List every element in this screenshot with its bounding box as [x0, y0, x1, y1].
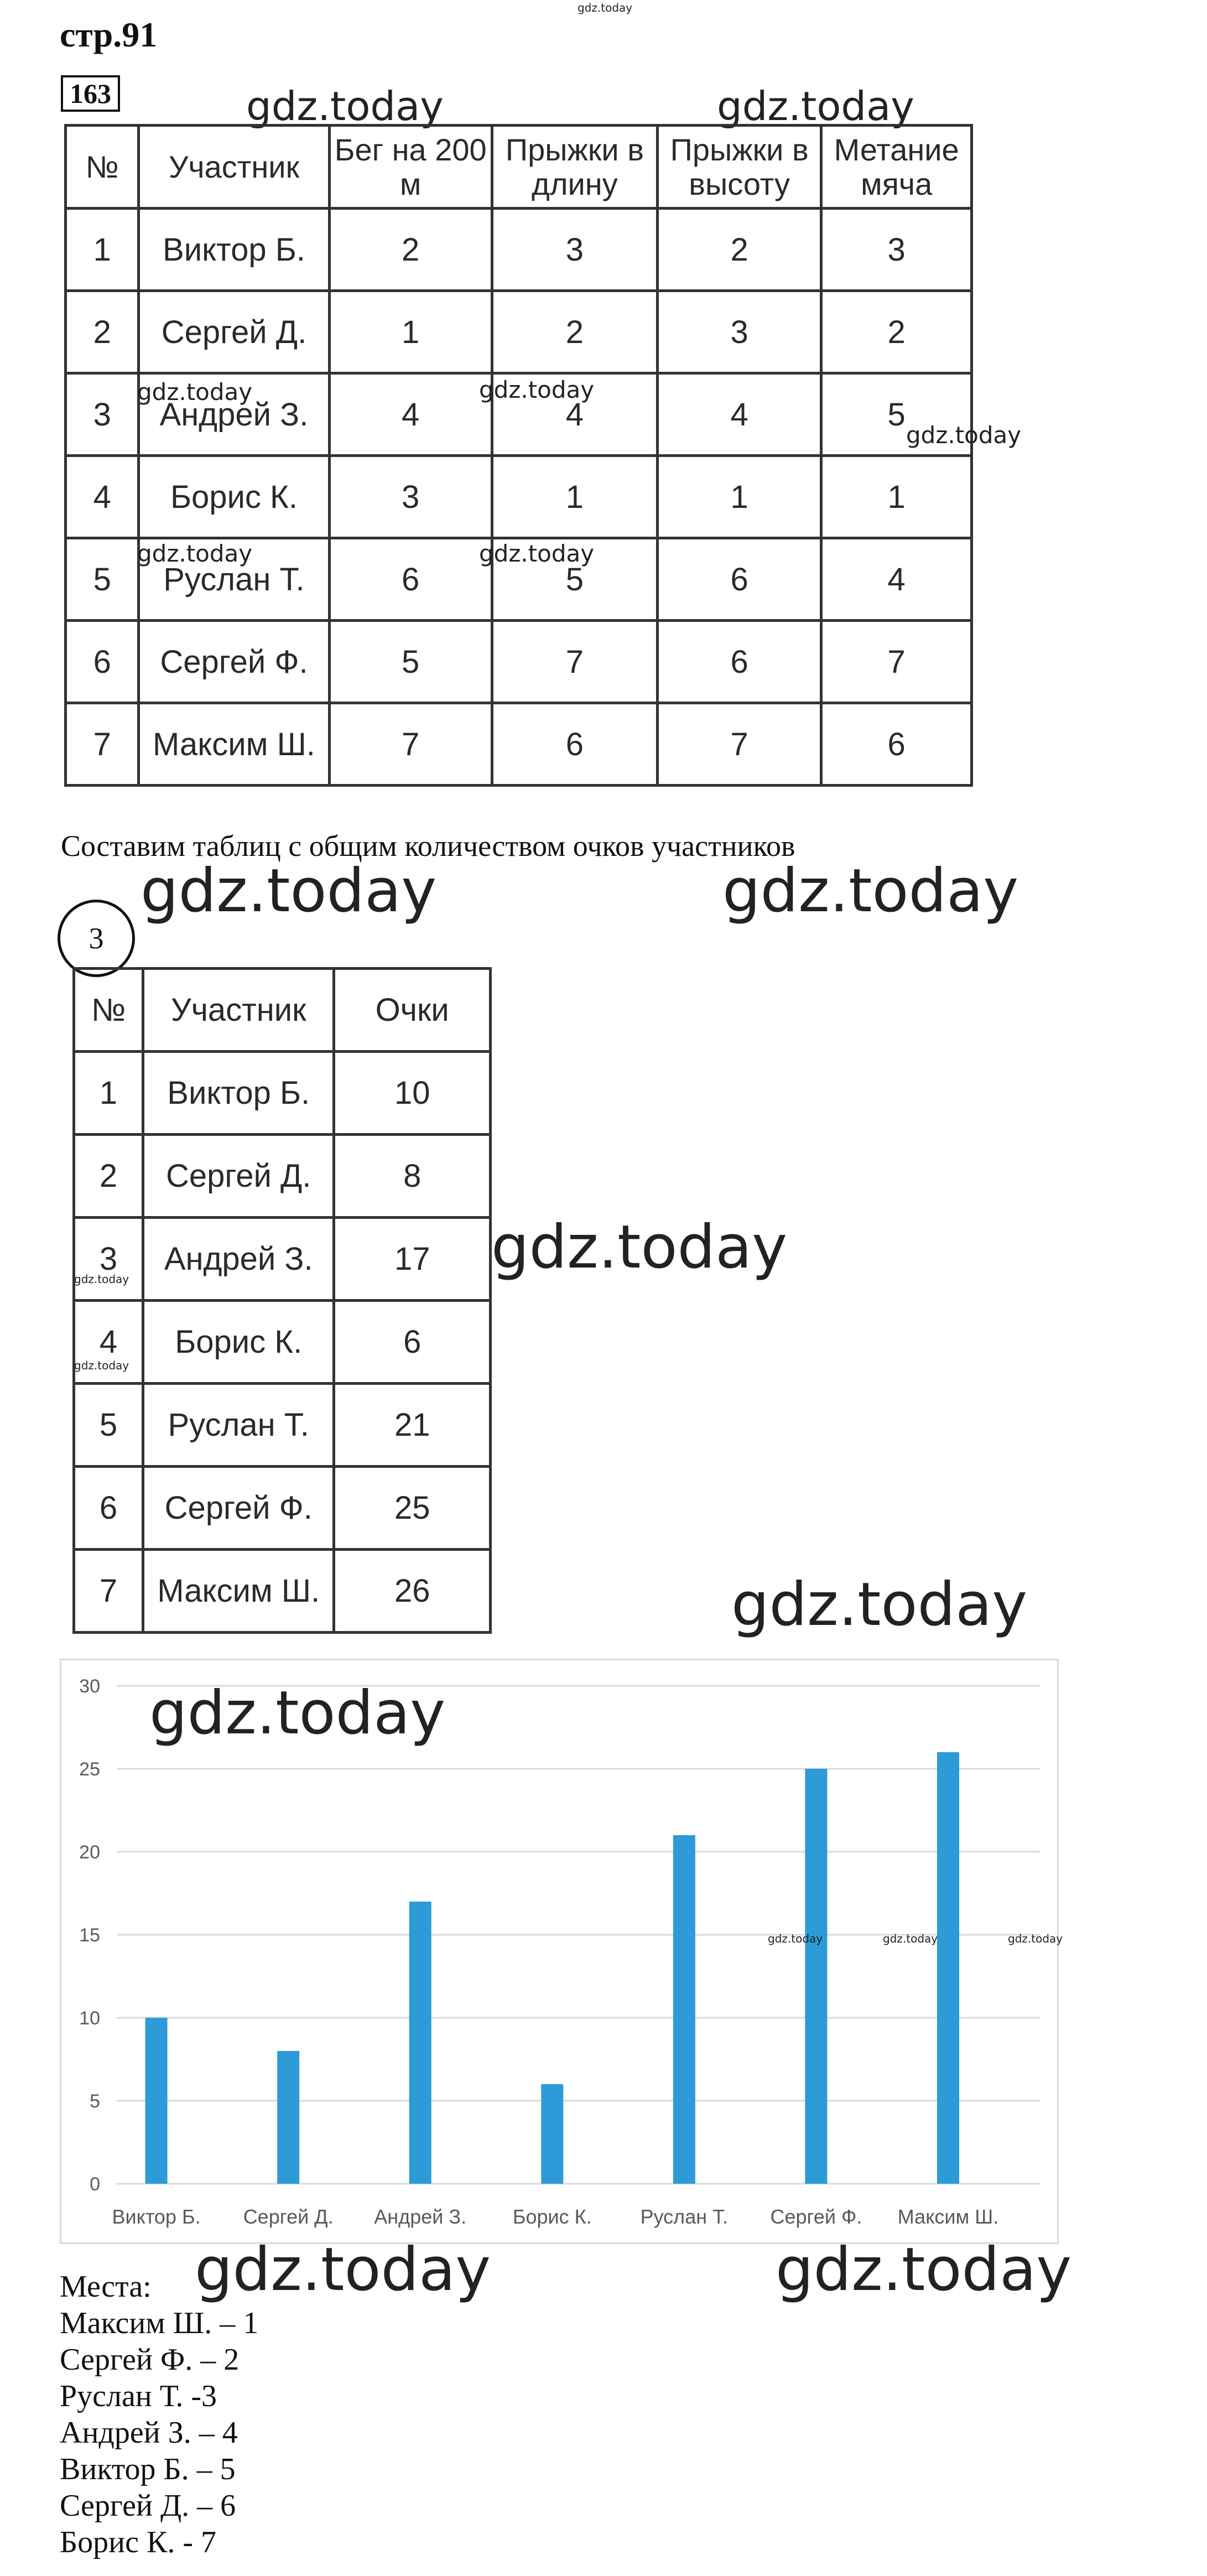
table-cell: 25	[334, 1467, 491, 1550]
table-header-cell: Прыжки в высоту	[658, 126, 821, 209]
table-cell: 2	[74, 1135, 143, 1218]
table-cell: 7	[658, 703, 821, 786]
watermark: gdz.today	[137, 378, 253, 406]
task-number-circle: 3	[58, 900, 135, 977]
table-header-cell: Прыжки в длину	[492, 126, 657, 209]
watermark: gdz.today	[883, 1932, 938, 1945]
table-cell: Андрей З.	[139, 373, 329, 456]
table-cell: 3	[821, 209, 972, 291]
table-row	[74, 1550, 491, 1633]
table-cell: 2	[658, 209, 821, 291]
table-header-cell: Метание мяча	[821, 126, 972, 209]
table-cell: 1	[821, 456, 972, 538]
table-row	[74, 1052, 491, 1135]
bar	[937, 1752, 959, 2184]
y-tick-label: 10	[79, 2008, 100, 2029]
table-cell: 10	[334, 1052, 491, 1135]
table-cell: Сергей Ф.	[139, 621, 329, 703]
table-row	[66, 621, 972, 703]
table-cell: 6	[658, 621, 821, 703]
results-table	[64, 124, 973, 787]
table-cell: 1	[74, 1052, 143, 1135]
table-row	[66, 456, 972, 538]
table-row	[74, 1384, 491, 1467]
table-cell: 7	[821, 621, 972, 703]
bar	[541, 2084, 563, 2184]
table-cell: 5	[492, 538, 657, 621]
table-header-cell: №	[74, 969, 143, 1052]
watermark: gdz.today	[768, 1932, 823, 1945]
table-cell: 4	[66, 456, 139, 538]
table-header-cell: Участник	[143, 969, 334, 1052]
table-cell: 3	[66, 373, 139, 456]
table-cell: 4	[821, 538, 972, 621]
watermark: gdz.today	[479, 540, 595, 567]
table-cell: Борис К.	[143, 1301, 334, 1384]
table-cell: 4	[329, 373, 492, 456]
table-cell: Сергей Ф.	[143, 1467, 334, 1550]
table-cell: 7	[492, 621, 657, 703]
bar	[277, 2051, 299, 2184]
table-cell: 2	[329, 209, 492, 291]
x-tick-label: Руслан Т.	[640, 2205, 729, 2228]
watermark: gdz.today	[491, 1213, 788, 1282]
table-cell: 1	[66, 209, 139, 291]
watermark: gdz.today	[578, 1, 633, 14]
table-cell: 1	[658, 456, 821, 538]
table-row	[66, 291, 972, 373]
page-title: стр.91	[60, 15, 158, 54]
y-tick-label: 20	[79, 1842, 100, 1863]
table-cell: 2	[821, 291, 972, 373]
x-tick-label: Борис К.	[512, 2205, 592, 2228]
table-cell: 3	[329, 456, 492, 538]
watermark: gdz.today	[1008, 1932, 1063, 1945]
table-row	[66, 209, 972, 291]
place-item: Борис К. - 7	[60, 2525, 216, 2559]
watermark: gdz.today	[722, 856, 1019, 926]
table-cell: 6	[492, 703, 657, 786]
table-cell: 17	[334, 1218, 491, 1301]
place-item: Руслан Т. -3	[60, 2379, 217, 2413]
table-cell: Борис К.	[139, 456, 329, 538]
place-item: Виктор Б. – 5	[60, 2452, 236, 2486]
y-tick-label: 5	[90, 2091, 100, 2112]
place-item: Андрей З. – 4	[60, 2416, 238, 2450]
y-tick-label: 30	[79, 1676, 100, 1697]
caption: Составим таблиц с общим количеством очков участников	[61, 829, 795, 863]
y-tick-label: 0	[90, 2174, 100, 2195]
bar	[145, 2018, 168, 2184]
table-cell: 3	[74, 1218, 143, 1301]
table-row	[74, 1467, 491, 1550]
exercise-number: 163	[61, 75, 120, 112]
x-tick-label: Сергей Ф.	[770, 2205, 862, 2228]
table-row	[74, 1135, 491, 1218]
table-header-cell: Бег на 200 м	[329, 126, 492, 209]
table-cell: 4	[492, 373, 657, 456]
table-cell: 5	[329, 621, 492, 703]
place-item: Сергей Ф. – 2	[60, 2343, 240, 2377]
table-row	[74, 1218, 491, 1301]
watermark: gdz.today	[776, 2235, 1072, 2304]
table-cell: Виктор Б.	[139, 209, 329, 291]
table-cell: 4	[74, 1301, 143, 1384]
table-cell: 6	[658, 538, 821, 621]
bar	[673, 1835, 695, 2184]
table-cell: Сергей Д.	[139, 291, 329, 373]
table-header-cell: Участник	[139, 126, 329, 209]
x-tick-label: Максим Ш.	[897, 2205, 999, 2228]
table-cell: Сергей Д.	[143, 1135, 334, 1218]
table-cell: 2	[492, 291, 657, 373]
places-title: Места:	[60, 2269, 152, 2304]
table-cell: 4	[658, 373, 821, 456]
place-item: Сергей Д. – 6	[60, 2489, 236, 2523]
x-tick-label: Сергей Д.	[243, 2205, 334, 2228]
table-cell: 6	[329, 538, 492, 621]
table-cell: 7	[329, 703, 492, 786]
table-cell: 3	[658, 291, 821, 373]
table-cell: 6	[74, 1467, 143, 1550]
y-tick-label: 25	[79, 1759, 100, 1780]
table-cell: 5	[821, 373, 972, 456]
table-cell: Андрей З.	[143, 1218, 334, 1301]
table-cell: 7	[66, 703, 139, 786]
table-cell: 6	[66, 621, 139, 703]
x-tick-label: Андрей З.	[374, 2205, 467, 2228]
table-cell: 1	[492, 456, 657, 538]
watermark: gdz.today	[717, 83, 914, 129]
table-cell: 1	[329, 291, 492, 373]
table-cell: Руслан Т.	[139, 538, 329, 621]
table-cell: 2	[66, 291, 139, 373]
watermark: gdz.today	[74, 1273, 129, 1286]
watermark: gdz.today	[195, 2235, 491, 2304]
bar	[409, 1902, 431, 2184]
table-header-cell: Очки	[334, 969, 491, 1052]
table-cell: 8	[334, 1135, 491, 1218]
table-cell: 21	[334, 1384, 491, 1467]
table-cell: Руслан Т.	[143, 1384, 334, 1467]
watermark: gdz.today	[74, 1359, 129, 1372]
table-header-cell: №	[66, 126, 139, 209]
bar	[805, 1769, 827, 2184]
watermark: gdz.today	[246, 83, 444, 129]
watermark: gdz.today	[141, 856, 437, 926]
x-tick-label: Виктор Б.	[112, 2205, 201, 2228]
points-table	[72, 967, 492, 1634]
table-cell: Виктор Б.	[143, 1052, 334, 1135]
watermark: gdz.today	[149, 1679, 446, 1748]
table-cell: 3	[492, 209, 657, 291]
table-cell: 5	[66, 538, 139, 621]
table-cell: 6	[821, 703, 972, 786]
table-row	[74, 1301, 491, 1384]
table-cell: 7	[74, 1550, 143, 1633]
table-cell: Максим Ш.	[143, 1550, 334, 1633]
y-tick-label: 15	[79, 1925, 100, 1946]
places-list	[60, 2268, 258, 2561]
watermark: gdz.today	[731, 1570, 1028, 1639]
watermark: gdz.today	[906, 422, 1022, 449]
watermark: gdz.today	[137, 540, 253, 567]
table-row	[66, 703, 972, 786]
table-cell: 5	[74, 1384, 143, 1467]
watermark: gdz.today	[479, 376, 595, 403]
table-cell: Максим Ш.	[139, 703, 329, 786]
place-item: Максим Ш. – 1	[60, 2306, 259, 2340]
table-cell: 26	[334, 1550, 491, 1633]
table-cell: 6	[334, 1301, 491, 1384]
